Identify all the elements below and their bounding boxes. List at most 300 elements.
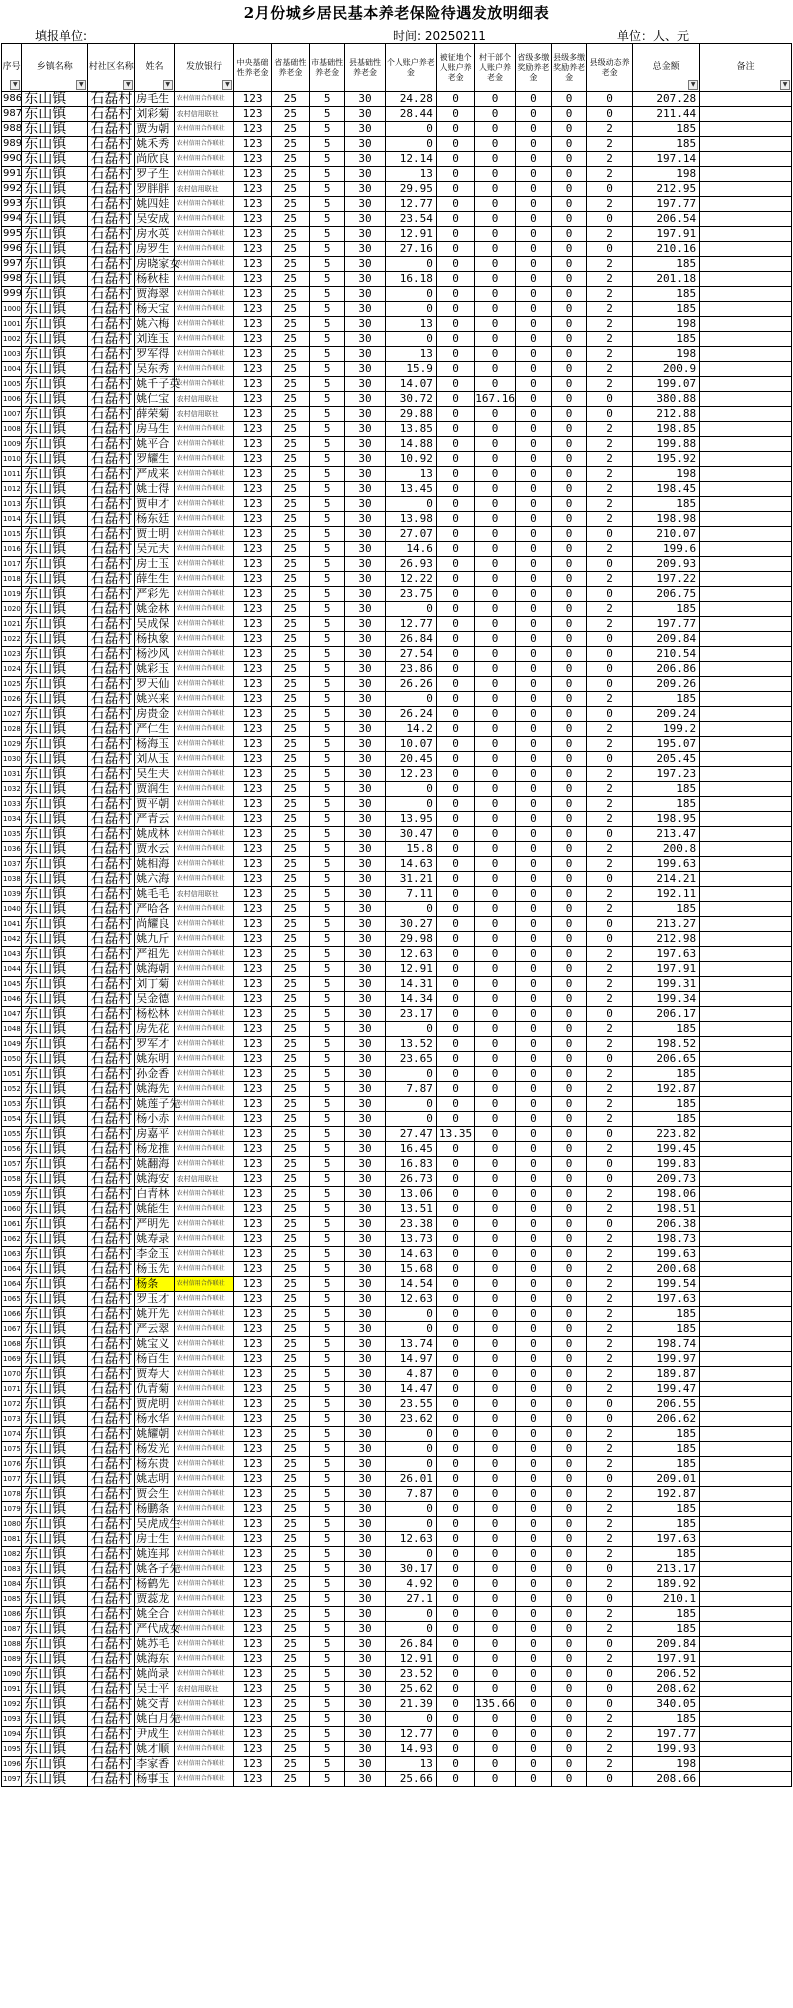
table-row[interactable]	[2, 1247, 792, 1262]
cell-prov-bonus[interactable]: 0	[515, 302, 551, 317]
cell-county[interactable]: 30	[345, 1637, 386, 1652]
cell-province[interactable]: 25	[271, 422, 309, 437]
cell-land[interactable]: 0	[436, 647, 474, 662]
cell-prov-bonus[interactable]: 0	[515, 482, 551, 497]
cell-county-bonus[interactable]: 0	[552, 467, 587, 482]
cell-total[interactable]: 198.45	[633, 482, 700, 497]
cell-remark[interactable]	[700, 1187, 792, 1202]
cell-dynamic[interactable]: 2	[587, 1037, 633, 1052]
cell-city[interactable]: 5	[310, 302, 345, 317]
cell-city[interactable]: 5	[310, 1232, 345, 1247]
cell-personal[interactable]: 0	[385, 1022, 436, 1037]
cell-prov-bonus[interactable]: 0	[515, 1202, 551, 1217]
cell-province[interactable]: 25	[271, 1457, 309, 1472]
cell-bank[interactable]: 农村信用合作联社	[174, 212, 234, 227]
cell-land[interactable]: 0	[436, 1742, 474, 1757]
cell-county-bonus[interactable]: 0	[552, 122, 587, 137]
cell-province[interactable]: 25	[271, 1157, 309, 1172]
cell-bank[interactable]: 农村信用合作联社	[174, 527, 234, 542]
cell-name[interactable]: 房士生	[135, 1532, 174, 1547]
cell-town[interactable]: 东山镇	[22, 872, 88, 887]
cell-remark[interactable]	[700, 1337, 792, 1352]
cell-land[interactable]: 0	[436, 512, 474, 527]
cell-county-bonus[interactable]: 0	[552, 1502, 587, 1517]
cell-prov-bonus[interactable]: 0	[515, 1082, 551, 1097]
cell-total[interactable]: 197.14	[633, 152, 700, 167]
table-row[interactable]	[2, 842, 792, 857]
cell-county-bonus[interactable]: 0	[552, 647, 587, 662]
cell-land[interactable]: 0	[436, 587, 474, 602]
cell-dynamic[interactable]: 2	[587, 167, 633, 182]
cell-city[interactable]: 5	[310, 1112, 345, 1127]
cell-cadre[interactable]: 0	[475, 182, 516, 197]
cell-prov-bonus[interactable]: 0	[515, 767, 551, 782]
cell-seq[interactable]: 1081	[2, 1532, 22, 1547]
table-row[interactable]	[2, 1187, 792, 1202]
cell-personal[interactable]: 16.45	[385, 1142, 436, 1157]
cell-personal[interactable]: 13	[385, 467, 436, 482]
cell-central[interactable]: 123	[234, 1712, 271, 1727]
cell-total[interactable]: 206.65	[633, 1052, 700, 1067]
cell-seq[interactable]: 1084	[2, 1577, 22, 1592]
cell-city[interactable]: 5	[310, 1637, 345, 1652]
cell-prov-bonus[interactable]: 0	[515, 1637, 551, 1652]
cell-county[interactable]: 30	[345, 1352, 386, 1367]
cell-name[interactable]: 刘丁菊	[135, 977, 174, 992]
cell-total[interactable]: 205.45	[633, 752, 700, 767]
table-row[interactable]	[2, 137, 792, 152]
cell-personal[interactable]: 13.73	[385, 1232, 436, 1247]
cell-province[interactable]: 25	[271, 392, 309, 407]
cell-dynamic[interactable]: 2	[587, 1337, 633, 1352]
table-row[interactable]	[2, 1352, 792, 1367]
cell-county-bonus[interactable]: 0	[552, 752, 587, 767]
cell-land[interactable]: 0	[436, 932, 474, 947]
cell-village[interactable]: 石磊村	[88, 737, 135, 752]
cell-remark[interactable]	[700, 1382, 792, 1397]
cell-county[interactable]: 30	[345, 1667, 386, 1682]
cell-county[interactable]: 30	[345, 302, 386, 317]
cell-county-bonus[interactable]: 0	[552, 1307, 587, 1322]
cell-town[interactable]: 东山镇	[22, 857, 88, 872]
cell-central[interactable]: 123	[234, 152, 271, 167]
cell-city[interactable]: 5	[310, 347, 345, 362]
cell-cadre[interactable]: 0	[475, 1157, 516, 1172]
cell-county[interactable]: 30	[345, 1412, 386, 1427]
cell-dynamic[interactable]: 0	[587, 182, 633, 197]
cell-county-bonus[interactable]: 0	[552, 1277, 587, 1292]
cell-land[interactable]: 0	[436, 1697, 474, 1712]
cell-bank[interactable]: 农村信用合作联社	[174, 467, 234, 482]
cell-cadre[interactable]: 0	[475, 1142, 516, 1157]
cell-cadre[interactable]: 0	[475, 437, 516, 452]
cell-province[interactable]: 25	[271, 287, 309, 302]
cell-city[interactable]: 5	[310, 662, 345, 677]
cell-county-bonus[interactable]: 0	[552, 587, 587, 602]
cell-remark[interactable]	[700, 1052, 792, 1067]
cell-cadre[interactable]: 0	[475, 1262, 516, 1277]
cell-total[interactable]: 198	[633, 167, 700, 182]
cell-county-bonus[interactable]: 0	[552, 962, 587, 977]
cell-cadre[interactable]: 0	[475, 377, 516, 392]
cell-town[interactable]: 东山镇	[22, 767, 88, 782]
cell-personal[interactable]: 16.83	[385, 1157, 436, 1172]
cell-town[interactable]: 东山镇	[22, 1562, 88, 1577]
cell-county-bonus[interactable]: 0	[552, 1127, 587, 1142]
cell-land[interactable]: 0	[436, 1727, 474, 1742]
cell-county-bonus[interactable]: 0	[552, 902, 587, 917]
cell-dynamic[interactable]: 2	[587, 467, 633, 482]
cell-province[interactable]: 25	[271, 1112, 309, 1127]
cell-cadre[interactable]: 0	[475, 1097, 516, 1112]
cell-total[interactable]: 185	[633, 287, 700, 302]
cell-total[interactable]: 197.77	[633, 197, 700, 212]
cell-name[interactable]: 杨东贵	[135, 1457, 174, 1472]
cell-remark[interactable]	[700, 392, 792, 407]
cell-seq[interactable]: 1061	[2, 1217, 22, 1232]
cell-land[interactable]: 0	[436, 542, 474, 557]
cell-prov-bonus[interactable]: 0	[515, 737, 551, 752]
cell-total[interactable]: 197.91	[633, 962, 700, 977]
cell-remark[interactable]	[700, 137, 792, 152]
cell-personal[interactable]: 0	[385, 1457, 436, 1472]
table-row[interactable]	[2, 647, 792, 662]
cell-personal[interactable]: 0	[385, 1502, 436, 1517]
cell-province[interactable]: 25	[271, 1382, 309, 1397]
cell-personal[interactable]: 29.98	[385, 932, 436, 947]
cell-central[interactable]: 123	[234, 917, 271, 932]
cell-central[interactable]: 123	[234, 1472, 271, 1487]
cell-province[interactable]: 25	[271, 1697, 309, 1712]
cell-county-bonus[interactable]: 0	[552, 1292, 587, 1307]
cell-seq[interactable]: 986	[2, 92, 22, 107]
cell-city[interactable]: 5	[310, 1367, 345, 1382]
cell-town[interactable]: 东山镇	[22, 1247, 88, 1262]
table-row[interactable]	[2, 1667, 792, 1682]
cell-province[interactable]: 25	[271, 1487, 309, 1502]
cell-remark[interactable]	[700, 1172, 792, 1187]
table-row[interactable]	[2, 932, 792, 947]
cell-personal[interactable]: 12.91	[385, 962, 436, 977]
cell-seq[interactable]: 1017	[2, 557, 22, 572]
cell-remark[interactable]	[700, 1247, 792, 1262]
cell-remark[interactable]	[700, 212, 792, 227]
cell-county[interactable]: 30	[345, 1142, 386, 1157]
table-row[interactable]	[2, 1562, 792, 1577]
cell-dynamic[interactable]: 2	[587, 542, 633, 557]
cell-seq[interactable]: 1089	[2, 1652, 22, 1667]
cell-town[interactable]: 东山镇	[22, 1337, 88, 1352]
cell-remark[interactable]	[700, 107, 792, 122]
cell-city[interactable]: 5	[310, 1127, 345, 1142]
cell-central[interactable]: 123	[234, 1592, 271, 1607]
cell-county[interactable]: 30	[345, 902, 386, 917]
cell-name[interactable]: 罗玉才	[135, 1292, 174, 1307]
cell-city[interactable]: 5	[310, 527, 345, 542]
cell-personal[interactable]: 29.88	[385, 407, 436, 422]
cell-village[interactable]: 石磊村	[88, 437, 135, 452]
cell-personal[interactable]: 13	[385, 317, 436, 332]
cell-name[interactable]: 姚金林	[135, 602, 174, 617]
cell-name[interactable]: 贾润生	[135, 782, 174, 797]
cell-central[interactable]: 123	[234, 947, 271, 962]
cell-seq[interactable]: 1025	[2, 677, 22, 692]
cell-village[interactable]: 石磊村	[88, 752, 135, 767]
cell-province[interactable]: 25	[271, 842, 309, 857]
cell-village[interactable]: 石磊村	[88, 422, 135, 437]
cell-village[interactable]: 石磊村	[88, 467, 135, 482]
cell-bank[interactable]: 农村信用合作联社	[174, 1442, 234, 1457]
cell-name[interactable]: 姚海东	[135, 1652, 174, 1667]
cell-village[interactable]: 石磊村	[88, 452, 135, 467]
cell-total[interactable]: 199.47	[633, 1382, 700, 1397]
cell-bank[interactable]: 农村信用合作联社	[174, 1487, 234, 1502]
cell-town[interactable]: 东山镇	[22, 962, 88, 977]
cell-total[interactable]: 200.9	[633, 362, 700, 377]
cell-personal[interactable]: 0	[385, 782, 436, 797]
cell-village[interactable]: 石磊村	[88, 677, 135, 692]
cell-county[interactable]: 30	[345, 212, 386, 227]
cell-central[interactable]: 123	[234, 437, 271, 452]
cell-total[interactable]: 185	[633, 137, 700, 152]
cell-total[interactable]: 198.51	[633, 1202, 700, 1217]
table-row[interactable]	[2, 1382, 792, 1397]
cell-cadre[interactable]: 0	[475, 152, 516, 167]
cell-town[interactable]: 东山镇	[22, 527, 88, 542]
cell-county[interactable]: 30	[345, 1382, 386, 1397]
cell-seq[interactable]: 1028	[2, 722, 22, 737]
cell-cadre[interactable]: 0	[475, 512, 516, 527]
cell-remark[interactable]	[700, 662, 792, 677]
cell-bank[interactable]: 农村信用合作联社	[174, 1307, 234, 1322]
cell-dynamic[interactable]: 2	[587, 977, 633, 992]
cell-seq[interactable]: 1064	[2, 1262, 22, 1277]
cell-province[interactable]: 25	[271, 1127, 309, 1142]
cell-town[interactable]: 东山镇	[22, 1007, 88, 1022]
cell-name[interactable]: 姚毛毛	[135, 887, 174, 902]
cell-personal[interactable]: 14.47	[385, 1382, 436, 1397]
cell-town[interactable]: 东山镇	[22, 1127, 88, 1142]
cell-prov-bonus[interactable]: 0	[515, 827, 551, 842]
cell-county-bonus[interactable]: 0	[552, 1622, 587, 1637]
table-row[interactable]	[2, 272, 792, 287]
cell-total[interactable]: 206.62	[633, 1412, 700, 1427]
cell-city[interactable]: 5	[310, 137, 345, 152]
cell-remark[interactable]	[700, 1352, 792, 1367]
cell-province[interactable]: 25	[271, 1352, 309, 1367]
cell-county-bonus[interactable]: 0	[552, 917, 587, 932]
cell-city[interactable]: 5	[310, 587, 345, 602]
cell-total[interactable]: 198.74	[633, 1337, 700, 1352]
cell-seq[interactable]: 998	[2, 272, 22, 287]
cell-bank[interactable]: 农村信用合作联社	[174, 1232, 234, 1247]
cell-dynamic[interactable]: 2	[587, 1442, 633, 1457]
cell-county[interactable]: 30	[345, 722, 386, 737]
cell-county-bonus[interactable]: 0	[552, 422, 587, 437]
table-row[interactable]	[2, 182, 792, 197]
cell-remark[interactable]	[700, 1232, 792, 1247]
table-row[interactable]	[2, 212, 792, 227]
cell-total[interactable]: 198	[633, 467, 700, 482]
table-row[interactable]	[2, 1487, 792, 1502]
cell-bank[interactable]: 农村信用合作联社	[174, 317, 234, 332]
cell-seq[interactable]: 992	[2, 182, 22, 197]
cell-county-bonus[interactable]: 0	[552, 827, 587, 842]
cell-cadre[interactable]: 0	[475, 227, 516, 242]
cell-village[interactable]: 石磊村	[88, 872, 135, 887]
cell-city[interactable]: 5	[310, 1262, 345, 1277]
cell-city[interactable]: 5	[310, 497, 345, 512]
cell-seq[interactable]: 1054	[2, 1112, 22, 1127]
cell-province[interactable]: 25	[271, 332, 309, 347]
cell-cadre[interactable]: 0	[475, 1607, 516, 1622]
cell-central[interactable]: 123	[234, 257, 271, 272]
table-row[interactable]	[2, 1292, 792, 1307]
cell-village[interactable]: 石磊村	[88, 812, 135, 827]
cell-county-bonus[interactable]: 0	[552, 1667, 587, 1682]
cell-land[interactable]: 0	[436, 1307, 474, 1322]
col-header[interactable]: 县级动态养老金	[587, 44, 633, 92]
cell-town[interactable]: 东山镇	[22, 692, 88, 707]
cell-dynamic[interactable]: 0	[587, 752, 633, 767]
cell-cadre[interactable]: 0	[475, 167, 516, 182]
cell-city[interactable]: 5	[310, 1067, 345, 1082]
cell-town[interactable]: 东山镇	[22, 1457, 88, 1472]
cell-name[interactable]: 贾为朝	[135, 122, 174, 137]
cell-town[interactable]: 东山镇	[22, 1142, 88, 1157]
cell-cadre[interactable]: 0	[475, 1712, 516, 1727]
cell-cadre[interactable]: 0	[475, 452, 516, 467]
cell-dynamic[interactable]: 2	[587, 992, 633, 1007]
cell-bank[interactable]: 农村信用合作联社	[174, 1652, 234, 1667]
cell-total[interactable]: 209.01	[633, 1472, 700, 1487]
cell-province[interactable]: 25	[271, 1742, 309, 1757]
cell-town[interactable]: 东山镇	[22, 1367, 88, 1382]
cell-central[interactable]: 123	[234, 1067, 271, 1082]
cell-city[interactable]: 5	[310, 812, 345, 827]
cell-prov-bonus[interactable]: 0	[515, 1262, 551, 1277]
table-row[interactable]	[2, 332, 792, 347]
cell-village[interactable]: 石磊村	[88, 1652, 135, 1667]
cell-town[interactable]: 东山镇	[22, 1157, 88, 1172]
cell-county[interactable]: 30	[345, 827, 386, 842]
cell-dynamic[interactable]: 2	[587, 497, 633, 512]
cell-county[interactable]: 30	[345, 1427, 386, 1442]
table-row[interactable]	[2, 857, 792, 872]
cell-personal[interactable]: 0	[385, 287, 436, 302]
cell-city[interactable]: 5	[310, 962, 345, 977]
cell-county-bonus[interactable]: 0	[552, 1487, 587, 1502]
cell-cadre[interactable]: 0	[475, 1427, 516, 1442]
cell-dynamic[interactable]: 2	[587, 362, 633, 377]
cell-seq[interactable]: 1013	[2, 497, 22, 512]
cell-personal[interactable]: 23.55	[385, 1397, 436, 1412]
cell-dynamic[interactable]: 2	[587, 1622, 633, 1637]
cell-seq[interactable]: 995	[2, 227, 22, 242]
cell-dynamic[interactable]: 0	[587, 1172, 633, 1187]
cell-name[interactable]: 姚六梅	[135, 317, 174, 332]
cell-province[interactable]: 25	[271, 602, 309, 617]
cell-total[interactable]: 192.87	[633, 1487, 700, 1502]
cell-personal[interactable]: 30.72	[385, 392, 436, 407]
cell-dynamic[interactable]: 2	[587, 1142, 633, 1157]
cell-province[interactable]: 25	[271, 782, 309, 797]
cell-seq[interactable]: 1091	[2, 1682, 22, 1697]
cell-central[interactable]: 123	[234, 1427, 271, 1442]
cell-county-bonus[interactable]: 0	[552, 1202, 587, 1217]
cell-province[interactable]: 25	[271, 1247, 309, 1262]
table-row[interactable]	[2, 572, 792, 587]
cell-cadre[interactable]: 0	[475, 302, 516, 317]
cell-county-bonus[interactable]: 0	[552, 602, 587, 617]
cell-town[interactable]: 东山镇	[22, 722, 88, 737]
cell-village[interactable]: 石磊村	[88, 857, 135, 872]
cell-land[interactable]: 0	[436, 1082, 474, 1097]
cell-town[interactable]: 东山镇	[22, 107, 88, 122]
cell-central[interactable]: 123	[234, 1742, 271, 1757]
cell-total[interactable]: 185	[633, 332, 700, 347]
cell-prov-bonus[interactable]: 0	[515, 1037, 551, 1052]
cell-personal[interactable]: 12.91	[385, 1652, 436, 1667]
cell-total[interactable]: 208.66	[633, 1772, 700, 1787]
cell-county[interactable]: 30	[345, 1292, 386, 1307]
cell-prov-bonus[interactable]: 0	[515, 542, 551, 557]
cell-name[interactable]: 严哈各	[135, 902, 174, 917]
cell-town[interactable]: 东山镇	[22, 1202, 88, 1217]
cell-personal[interactable]: 23.75	[385, 587, 436, 602]
cell-town[interactable]: 东山镇	[22, 482, 88, 497]
cell-county-bonus[interactable]: 0	[552, 1352, 587, 1367]
cell-prov-bonus[interactable]: 0	[515, 1067, 551, 1082]
cell-prov-bonus[interactable]: 0	[515, 722, 551, 737]
cell-city[interactable]: 5	[310, 1007, 345, 1022]
cell-cadre[interactable]: 0	[475, 1112, 516, 1127]
cell-remark[interactable]	[700, 527, 792, 542]
cell-name[interactable]: 姚平合	[135, 437, 174, 452]
cell-name[interactable]: 尚欣良	[135, 152, 174, 167]
cell-seq[interactable]: 1000	[2, 302, 22, 317]
cell-province[interactable]: 25	[271, 1337, 309, 1352]
cell-town[interactable]: 东山镇	[22, 827, 88, 842]
col-header[interactable]: 发放银行 ▼	[174, 44, 234, 92]
cell-county[interactable]: 30	[345, 1712, 386, 1727]
cell-county-bonus[interactable]: 0	[552, 272, 587, 287]
cell-seq[interactable]: 1003	[2, 347, 22, 362]
table-row[interactable]	[2, 1217, 792, 1232]
cell-village[interactable]: 石磊村	[88, 1097, 135, 1112]
table-row[interactable]	[2, 512, 792, 527]
cell-dynamic[interactable]: 2	[587, 1652, 633, 1667]
cell-town[interactable]: 东山镇	[22, 737, 88, 752]
cell-cadre[interactable]: 0	[475, 482, 516, 497]
cell-land[interactable]: 0	[436, 1172, 474, 1187]
cell-central[interactable]: 123	[234, 572, 271, 587]
cell-central[interactable]: 123	[234, 977, 271, 992]
cell-bank[interactable]: 农村信用合作联社	[174, 1712, 234, 1727]
cell-cadre[interactable]: 0	[475, 1637, 516, 1652]
cell-county[interactable]: 30	[345, 257, 386, 272]
cell-town[interactable]: 东山镇	[22, 1277, 88, 1292]
cell-land[interactable]: 0	[436, 92, 474, 107]
cell-city[interactable]: 5	[310, 872, 345, 887]
cell-town[interactable]: 东山镇	[22, 242, 88, 257]
cell-personal[interactable]: 15.68	[385, 1262, 436, 1277]
cell-prov-bonus[interactable]: 0	[515, 812, 551, 827]
cell-personal[interactable]: 0	[385, 122, 436, 137]
cell-name[interactable]: 姚宝义	[135, 1337, 174, 1352]
cell-remark[interactable]	[700, 692, 792, 707]
cell-total[interactable]: 340.05	[633, 1697, 700, 1712]
